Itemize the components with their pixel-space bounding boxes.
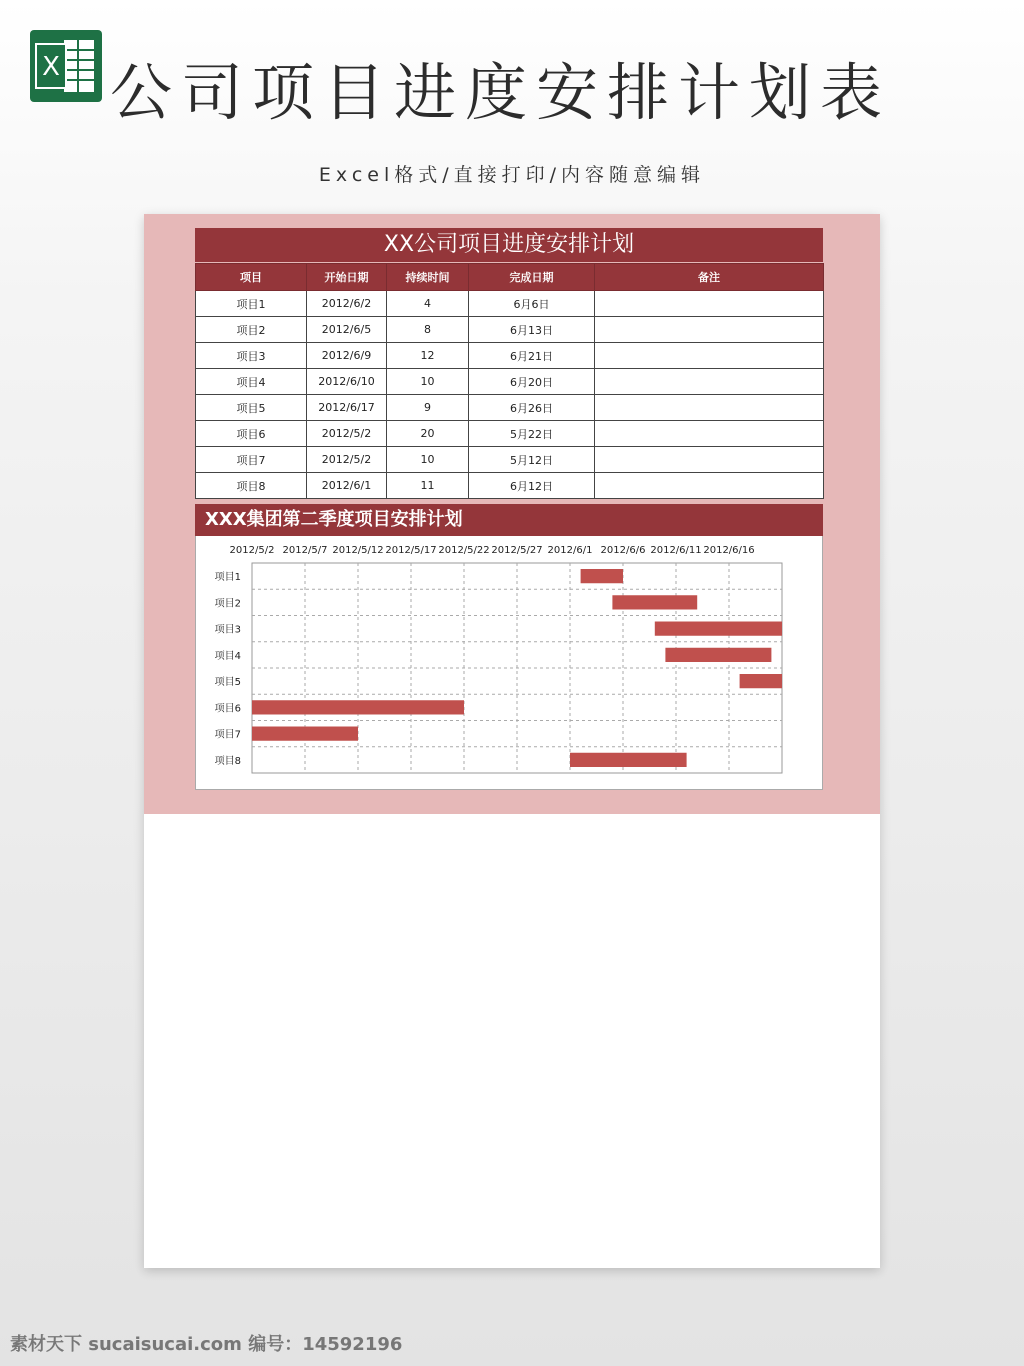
duration-cell[interactable]: 20: [387, 421, 469, 447]
x-tick-label: 2012/6/16: [703, 545, 755, 556]
project-cell[interactable]: 项目2: [196, 317, 307, 343]
duration-cell[interactable]: 9: [387, 395, 469, 421]
duration-cell[interactable]: 12: [387, 343, 469, 369]
start-date-cell[interactable]: 2012/6/1: [307, 473, 387, 499]
column-header: 备注: [595, 264, 824, 291]
y-category-label: 项目5: [214, 677, 241, 689]
column-header: 持续时间: [387, 264, 469, 291]
gantt-bar: [570, 753, 687, 767]
duration-cell[interactable]: 10: [387, 447, 469, 473]
table-row: [196, 369, 824, 395]
gantt-bar: [581, 569, 623, 583]
y-category-label: 项目4: [214, 650, 241, 662]
y-category-label: 项目8: [214, 755, 241, 767]
end-date-cell[interactable]: 6月21日: [469, 343, 595, 369]
end-date-cell[interactable]: 6月6日: [469, 291, 595, 317]
gantt-bar: [612, 595, 697, 609]
start-date-cell[interactable]: 2012/6/17: [307, 395, 387, 421]
end-date-cell[interactable]: 6月12日: [469, 473, 595, 499]
x-tick-label: 2012/5/27: [491, 545, 543, 556]
project-cell[interactable]: 项目3: [196, 343, 307, 369]
table-row: [196, 395, 824, 421]
y-category-label: 项目2: [214, 598, 241, 610]
column-header: 项目: [196, 264, 307, 291]
project-cell[interactable]: 项目5: [196, 395, 307, 421]
y-category-label: 项目1: [214, 572, 241, 584]
gantt-bar: [655, 622, 782, 636]
end-date-cell[interactable]: 6月20日: [469, 369, 595, 395]
note-cell[interactable]: [595, 395, 824, 421]
end-date-cell[interactable]: 5月12日: [469, 447, 595, 473]
start-date-cell[interactable]: 2012/6/5: [307, 317, 387, 343]
sheet-title: XX公司项目进度安排计划: [195, 228, 823, 262]
gantt-bar: [740, 674, 782, 688]
end-date-cell[interactable]: 6月26日: [469, 395, 595, 421]
project-cell[interactable]: 项目6: [196, 421, 307, 447]
table-row: [196, 291, 824, 317]
x-tick-label: 2012/6/1: [547, 545, 593, 556]
start-date-cell[interactable]: 2012/5/2: [307, 421, 387, 447]
page-title: 公司项目进度安排计划表: [110, 56, 892, 129]
project-cell[interactable]: 项目7: [196, 447, 307, 473]
duration-cell[interactable]: 4: [387, 291, 469, 317]
gantt-title: XXX集团第二季度项目安排计划: [195, 504, 823, 536]
gantt-bar: [665, 648, 771, 662]
project-cell[interactable]: 项目8: [196, 473, 307, 499]
note-cell[interactable]: [595, 291, 824, 317]
start-date-cell[interactable]: 2012/6/2: [307, 291, 387, 317]
y-category-label: 项目7: [214, 729, 241, 741]
note-cell[interactable]: [595, 421, 824, 447]
table-header-row: [196, 264, 824, 291]
excel-icon: [30, 30, 102, 102]
x-tick-label: 2012/6/6: [600, 545, 646, 556]
x-tick-label: 2012/5/7: [282, 545, 328, 556]
logo-letter: X: [42, 52, 60, 82]
y-category-label: 项目3: [214, 624, 241, 636]
x-tick-label: 2012/5/12: [332, 545, 384, 556]
gantt-chart: [195, 536, 823, 786]
x-tick-label: 2012/5/2: [229, 545, 275, 556]
duration-cell[interactable]: 10: [387, 369, 469, 395]
x-tick-label: 2012/5/22: [438, 545, 490, 556]
project-cell[interactable]: 项目1: [196, 291, 307, 317]
page-subtitle: Excel格式/直接打印/内容随意编辑: [318, 164, 706, 186]
column-header: 开始日期: [307, 264, 387, 291]
note-cell[interactable]: [595, 447, 824, 473]
note-cell[interactable]: [595, 473, 824, 499]
sheet-preview: [144, 214, 880, 1268]
table-row: [196, 317, 824, 343]
table-row: [196, 447, 824, 473]
start-date-cell[interactable]: 2012/6/10: [307, 369, 387, 395]
note-cell[interactable]: [595, 343, 824, 369]
column-header: 完成日期: [469, 264, 595, 291]
end-date-cell[interactable]: 6月13日: [469, 317, 595, 343]
y-category-label: 项目6: [214, 703, 241, 715]
schedule-table: [195, 263, 824, 499]
start-date-cell[interactable]: 2012/6/9: [307, 343, 387, 369]
end-date-cell[interactable]: 5月22日: [469, 421, 595, 447]
x-tick-label: 2012/6/11: [650, 545, 702, 556]
note-cell[interactable]: [595, 317, 824, 343]
gantt-bar: [252, 700, 464, 714]
table-row: [196, 421, 824, 447]
x-tick-label: 2012/5/17: [385, 545, 437, 556]
note-cell[interactable]: [595, 369, 824, 395]
duration-cell[interactable]: 11: [387, 473, 469, 499]
start-date-cell[interactable]: 2012/5/2: [307, 447, 387, 473]
watermark: 素材天下 sucaisucai.com 编号：14592196: [10, 1334, 403, 1355]
gantt-bar: [252, 727, 358, 741]
project-cell[interactable]: 项目4: [196, 369, 307, 395]
table-row: [196, 343, 824, 369]
table-row: [196, 473, 824, 499]
duration-cell[interactable]: 8: [387, 317, 469, 343]
